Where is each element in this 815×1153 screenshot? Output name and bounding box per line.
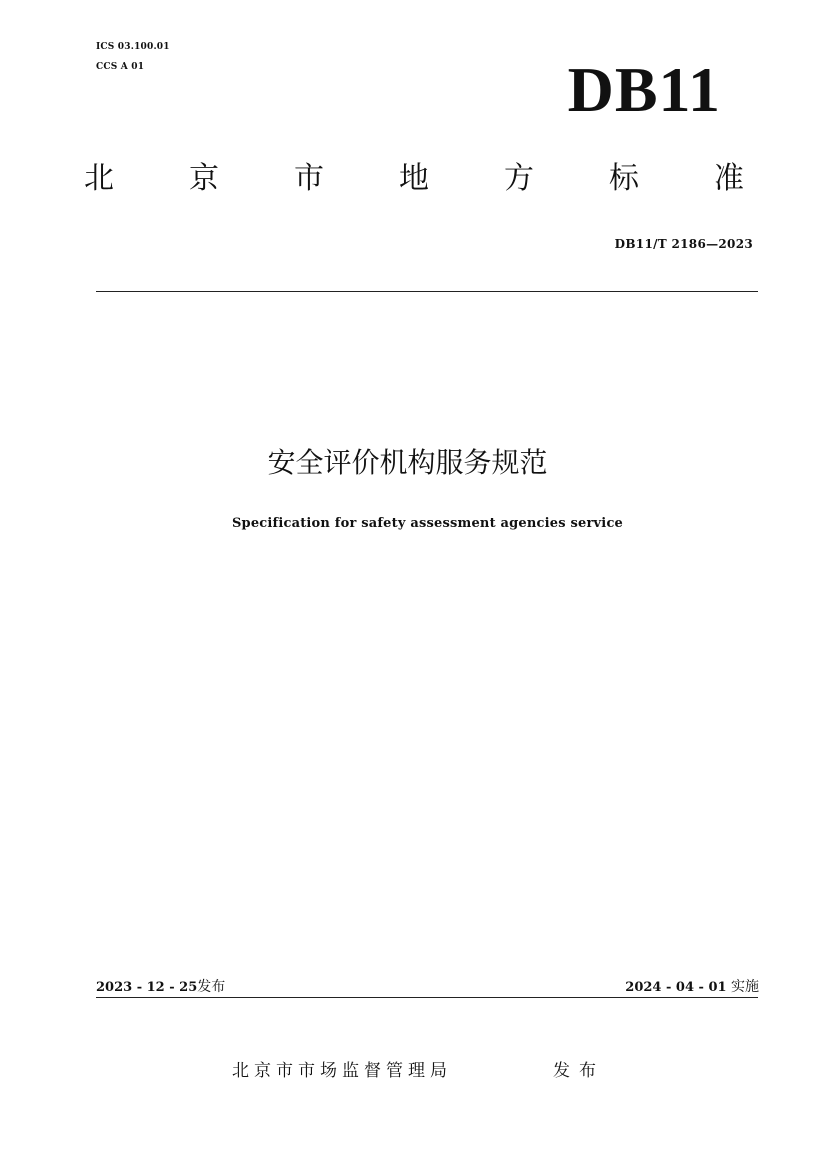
db-code-logo: DB11 <box>567 54 721 125</box>
issue-date <box>96 976 225 996</box>
issue-date-value: 2023 - 12 - 25 <box>96 980 198 995</box>
standard-type-char: 京 <box>189 161 219 196</box>
standard-type-char: 北 <box>84 161 114 196</box>
implementation-date <box>625 976 759 996</box>
implementation-date-value: 2024 - 04 - 01 <box>625 980 727 995</box>
top-divider <box>96 291 758 292</box>
standard-type-char: 方 <box>504 161 534 196</box>
standard-type <box>84 161 744 196</box>
bottom-divider <box>96 997 758 998</box>
ics-code: ICS 03.100.01 <box>96 42 170 52</box>
standard-type-char: 准 <box>714 161 744 196</box>
publisher-name: 北京市市场监督管理局 <box>232 1061 452 1081</box>
publish-label: 发布 <box>553 1061 605 1081</box>
issue-date-label: 发布 <box>197 979 226 995</box>
standard-type-char: 市 <box>294 161 324 196</box>
title-english: Specification for safety assessment agencies service <box>231 516 624 531</box>
title-chinese: 安全评价机构服务规范 <box>267 446 548 479</box>
standard-number: DB11/T 2186—2023 <box>614 237 753 251</box>
standard-type-char: 标 <box>609 161 639 196</box>
standard-type-char: 地 <box>399 161 429 196</box>
ccs-code: CCS A 01 <box>96 62 145 72</box>
implementation-date-label: 实施 <box>731 979 759 995</box>
